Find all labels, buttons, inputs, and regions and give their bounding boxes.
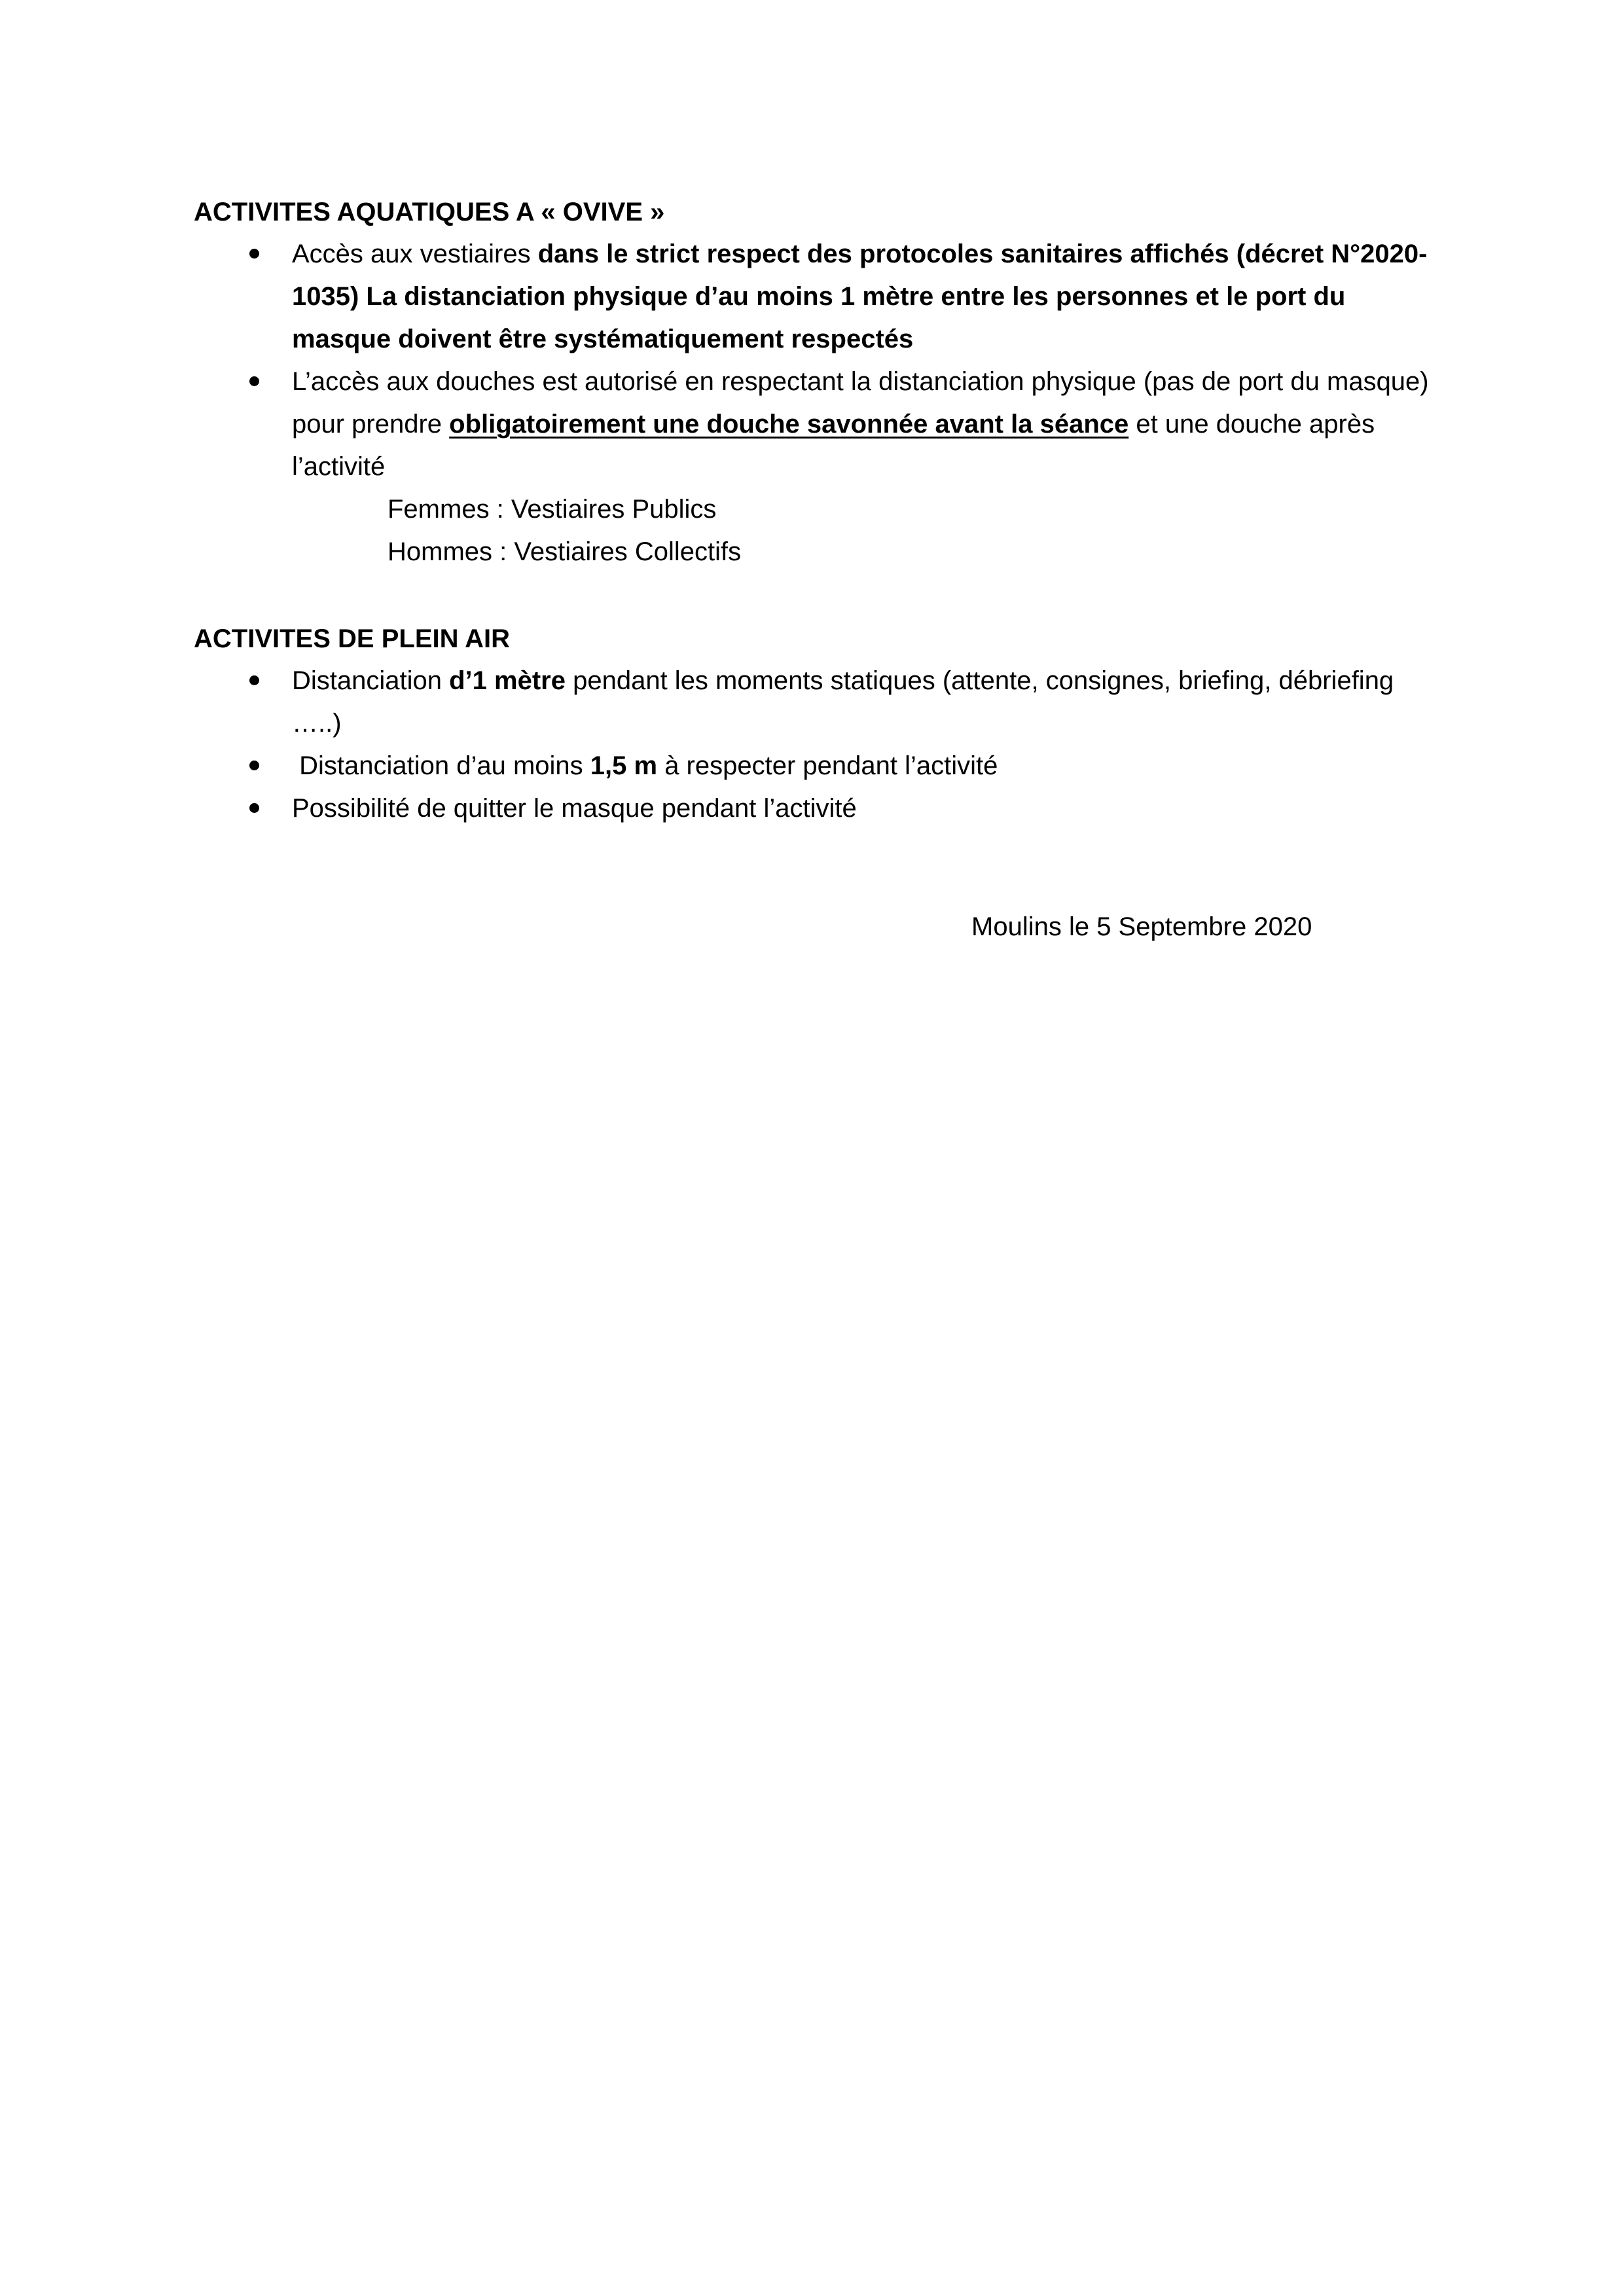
bullet-icon [249,675,259,685]
section-outdoor [194,618,1437,830]
outdoor-bullet-2-text: Distanciation d’au moins [292,751,590,780]
men-locker-line: Hommes : Vestiaires Collectifs [388,537,742,566]
outdoor-bullet-list [194,660,1437,830]
outdoor-bullet-2-bold: 1,5 m [590,751,658,780]
bullet-icon [249,249,259,259]
aquatic-bullet-2-end: et une douche après l’activité [292,410,1375,481]
aquatic-bullet-1-bold: dans le strict respect des protocoles sanitaires affichés (décret N°2020-1035) La distanciation physique d’au moins 1 mètre entre les personnes et le port du masque doivent être systématiquement respectés [292,240,1428,353]
section-aquatic [194,191,1437,573]
outdoor-bullet-1 [194,660,1437,745]
aquatic-bullet-2 [194,361,1437,488]
outdoor-bullet-1-bold: d’1 mètre [449,666,566,695]
outdoor-bullet-2 [194,745,1437,787]
outdoor-bullet-3-text: Possibilité de quitter le masque pendant l’activité [292,794,857,823]
outdoor-bullet-2-end: à respecter pendant l’activité [657,751,998,780]
bullet-icon [249,803,259,813]
aquatic-bullet-2-emphasis: obligatoirement une douche savonnée avant la séance [449,410,1129,439]
date-signature: Moulins le 5 Septembre 2020 [971,912,1312,941]
bullet-icon [249,376,259,386]
aquatic-bullet-2-text: L’accès aux douches est autorisé en respectant la distanciation physique (pas de port du masque) pour prendre [292,367,1429,439]
aquatic-bullet-1-text: Accès aux vestiaires [292,240,538,268]
outdoor-bullet-3 [194,787,1437,830]
women-locker-line: Femmes : Vestiaires Publics [388,495,717,524]
outdoor-bullet-1-text: Distanciation [292,666,450,695]
aquatic-bullet-list [194,233,1437,488]
outdoor-bullet-1-end: pendant les moments statiques (attente, consignes, briefing, débriefing …..) [292,666,1394,738]
aquatic-bullet-1 [194,233,1437,361]
section-aquatic-title: ACTIVITES AQUATIQUES A « OVIVE » [194,198,665,226]
section-outdoor-title: ACTIVITES DE PLEIN AIR [194,624,511,653]
bullet-icon [249,761,259,770]
